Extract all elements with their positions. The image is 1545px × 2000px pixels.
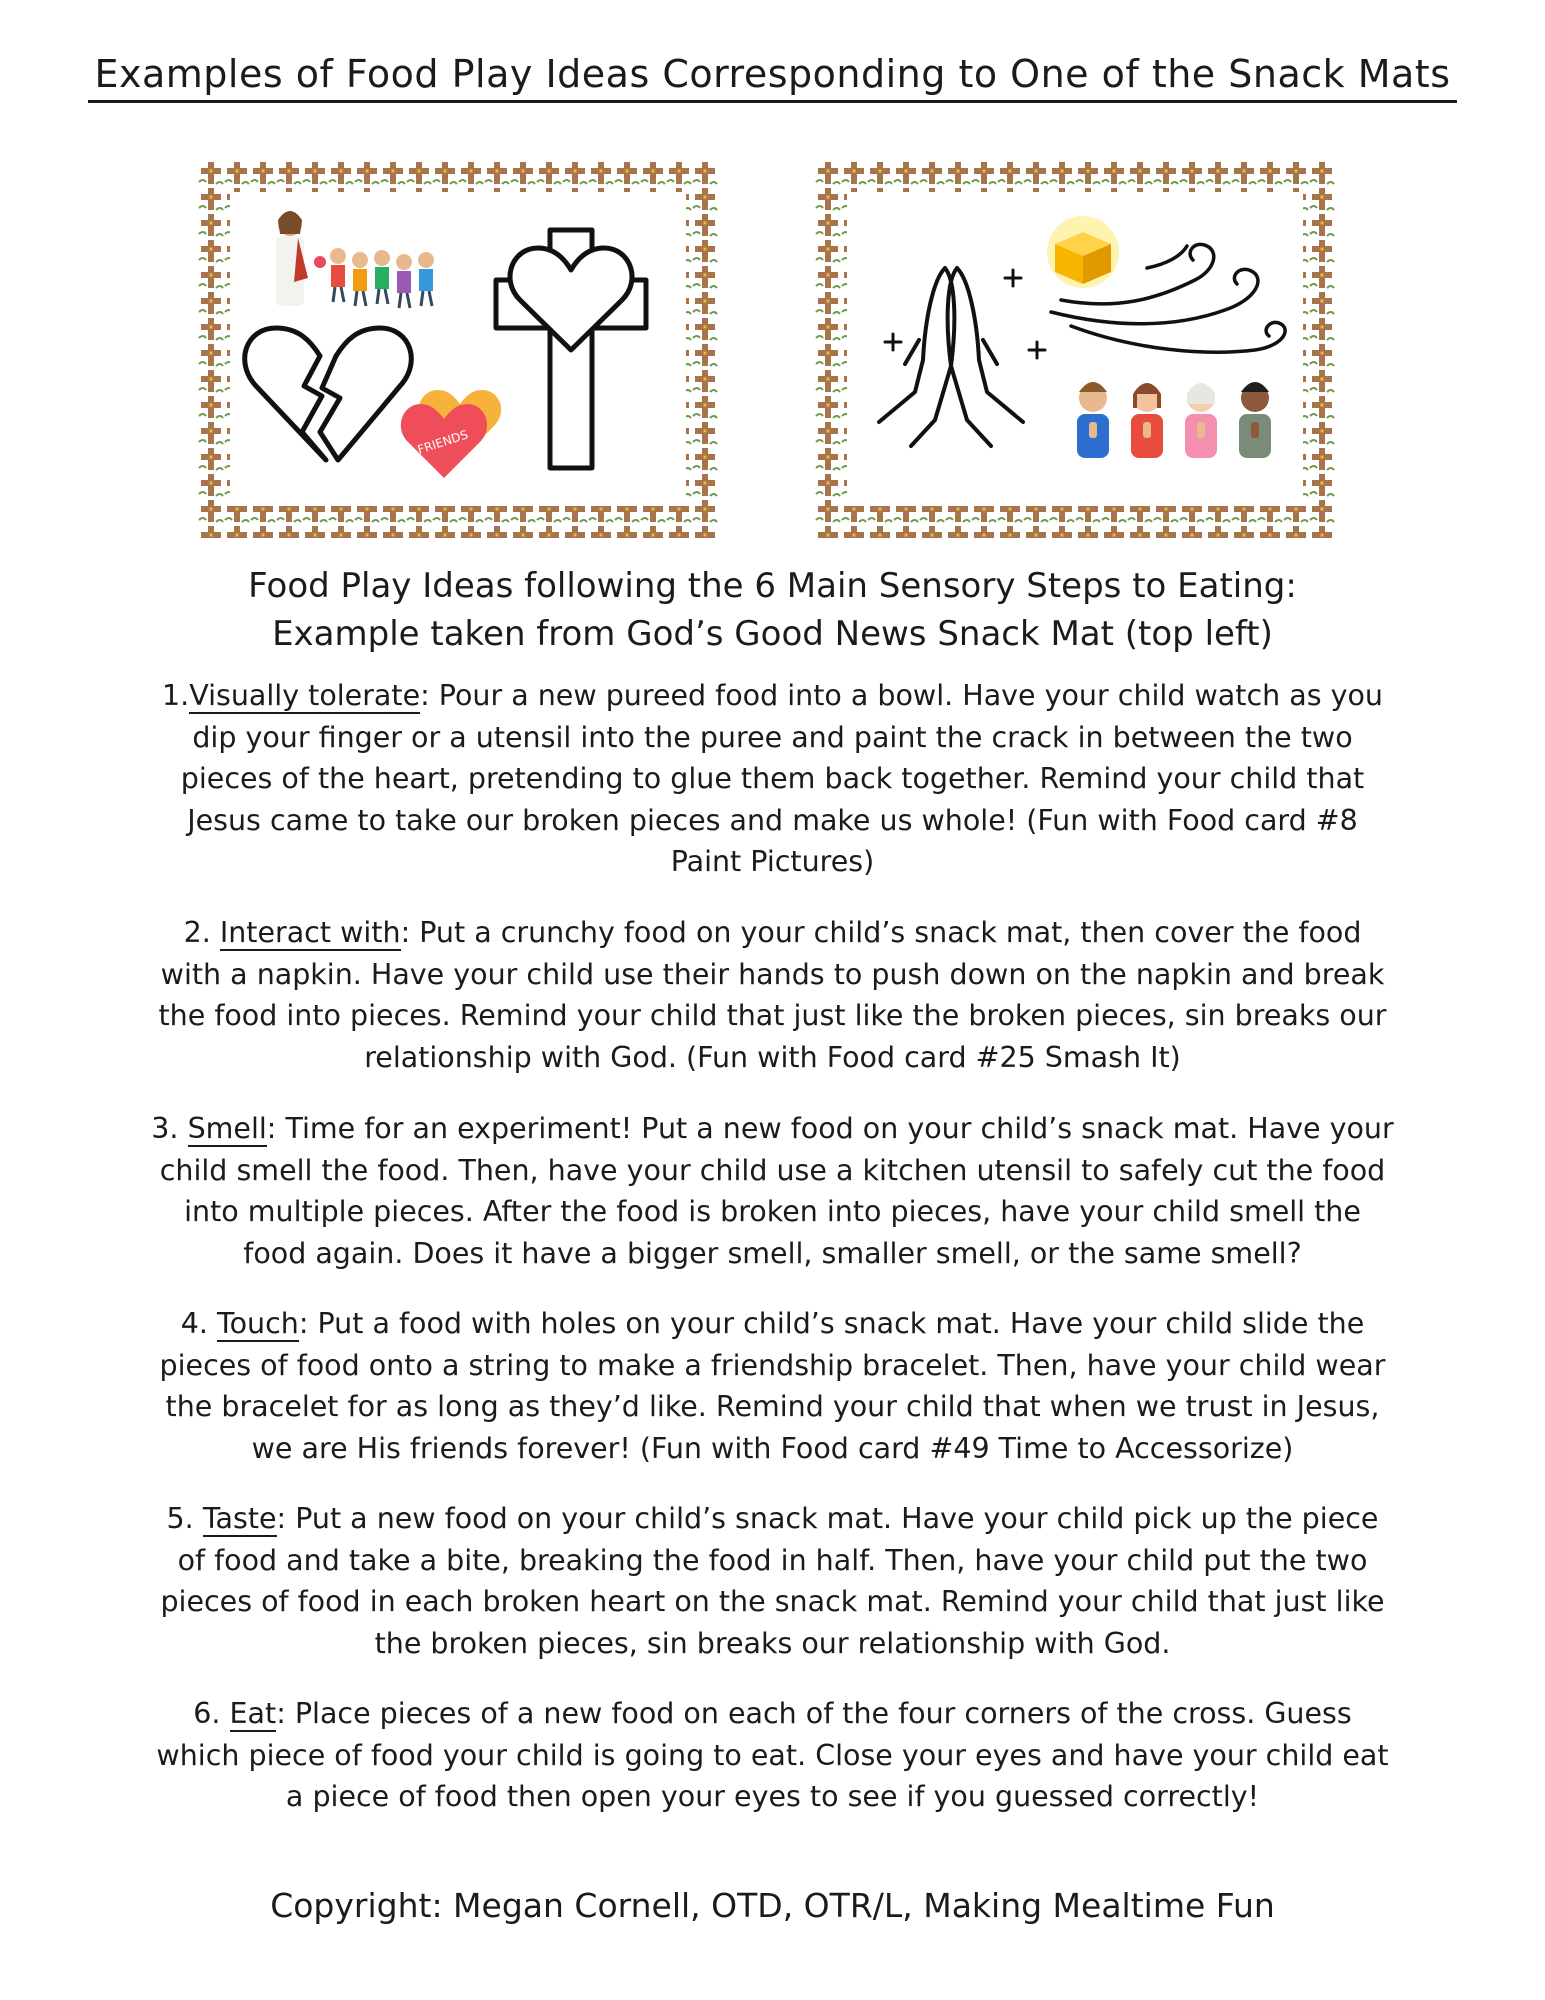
step-paragraph: 5. Taste: Put a new food on your child’s snack mat. Have your child pick up the piece of food and take a bite, breaking the food in half. Then, have your child put the two pieces of food in each broken heart on the snack mat. Remind your child that just like the broken pieces, sin breaks our relationship with God. <box>160 1502 1385 1660</box>
step-term: Eat <box>229 1697 277 1730</box>
step-paragraph: 1.Visually tolerate: Pour a new pureed food into a bowl. Have your child watch as you dip your finger or a utensil into the puree and paint the crack in between the two pieces of the heart, pretending to glue them back together. Remind your child that Jesus came to take our broken pieces and make us whole! (Fun with Food card #8 Paint Pictures) <box>162 679 1383 878</box>
step-term: Interact with <box>219 916 401 949</box>
subtitle-line-1: Food Play Ideas following the 6 Main Sensory Steps to Eating: <box>248 566 1297 606</box>
friends-badge-text: FRIENDS <box>415 427 470 457</box>
subtitle-line-2: Example taken from God’s Good News Snack Mat (top left) <box>272 614 1273 654</box>
step-paragraph: 3. Smell: Time for an experiment! Put a new food on your child’s snack mat. Have your child smell the food. Then, have your child use a kitchen utensil to safely cut the food into multiple pieces. After the food is broken into pieces, have your child smell the food again. Does it have a bigger smell, smaller smell, or the same smell? <box>151 1112 1394 1270</box>
section-subtitle <box>0 562 1545 658</box>
copyright-footer: Copyright: Megan Cornell, OTD, OTR/L, Making Mealtime Fun <box>270 1886 1275 1925</box>
snack-mat-right-art <box>815 160 1335 538</box>
step-term: Taste <box>202 1502 277 1535</box>
step-term: Smell <box>187 1112 267 1145</box>
step-term: Touch <box>217 1307 299 1340</box>
glowing-gift-icon <box>1047 216 1119 288</box>
step-paragraph: 6. Eat: Place pieces of a new food on each of the four corners of the cross. Guess which piece of food your child is going to eat. Close your eyes and have your child eat a piece of food then open your eyes to see if you guessed correctly! <box>156 1697 1389 1813</box>
step-term: Visually tolerate <box>189 679 421 712</box>
step-paragraph: 2. Interact with: Put a crunchy food on your child’s snack mat, then cover the food with a napkin. Have your child use their hands to push down on the napkin and break the food into pieces. Remind your child that just like the broken pieces, sin breaks our relationship with God. (Fun with Food card #25 Smash It) <box>158 916 1387 1074</box>
step-paragraph: 4. Touch: Put a food with holes on your child’s snack mat. Have your child slide the pieces of food onto a string to make a friendship bracelet. Then, have your child wear the bracelet for as long as they’d like. Remind your child that when we trust in Jesus, we are His friends forever! (Fun with Food card #49 Time to Accessorize) <box>159 1307 1386 1465</box>
snack-mat-left-art <box>198 160 718 538</box>
page-title: Examples of Food Play Ideas Corresponding to One of the Snack Mats <box>0 52 1545 96</box>
snack-mat-gods-good-news <box>198 160 718 538</box>
snack-mat-prayer <box>815 160 1335 538</box>
